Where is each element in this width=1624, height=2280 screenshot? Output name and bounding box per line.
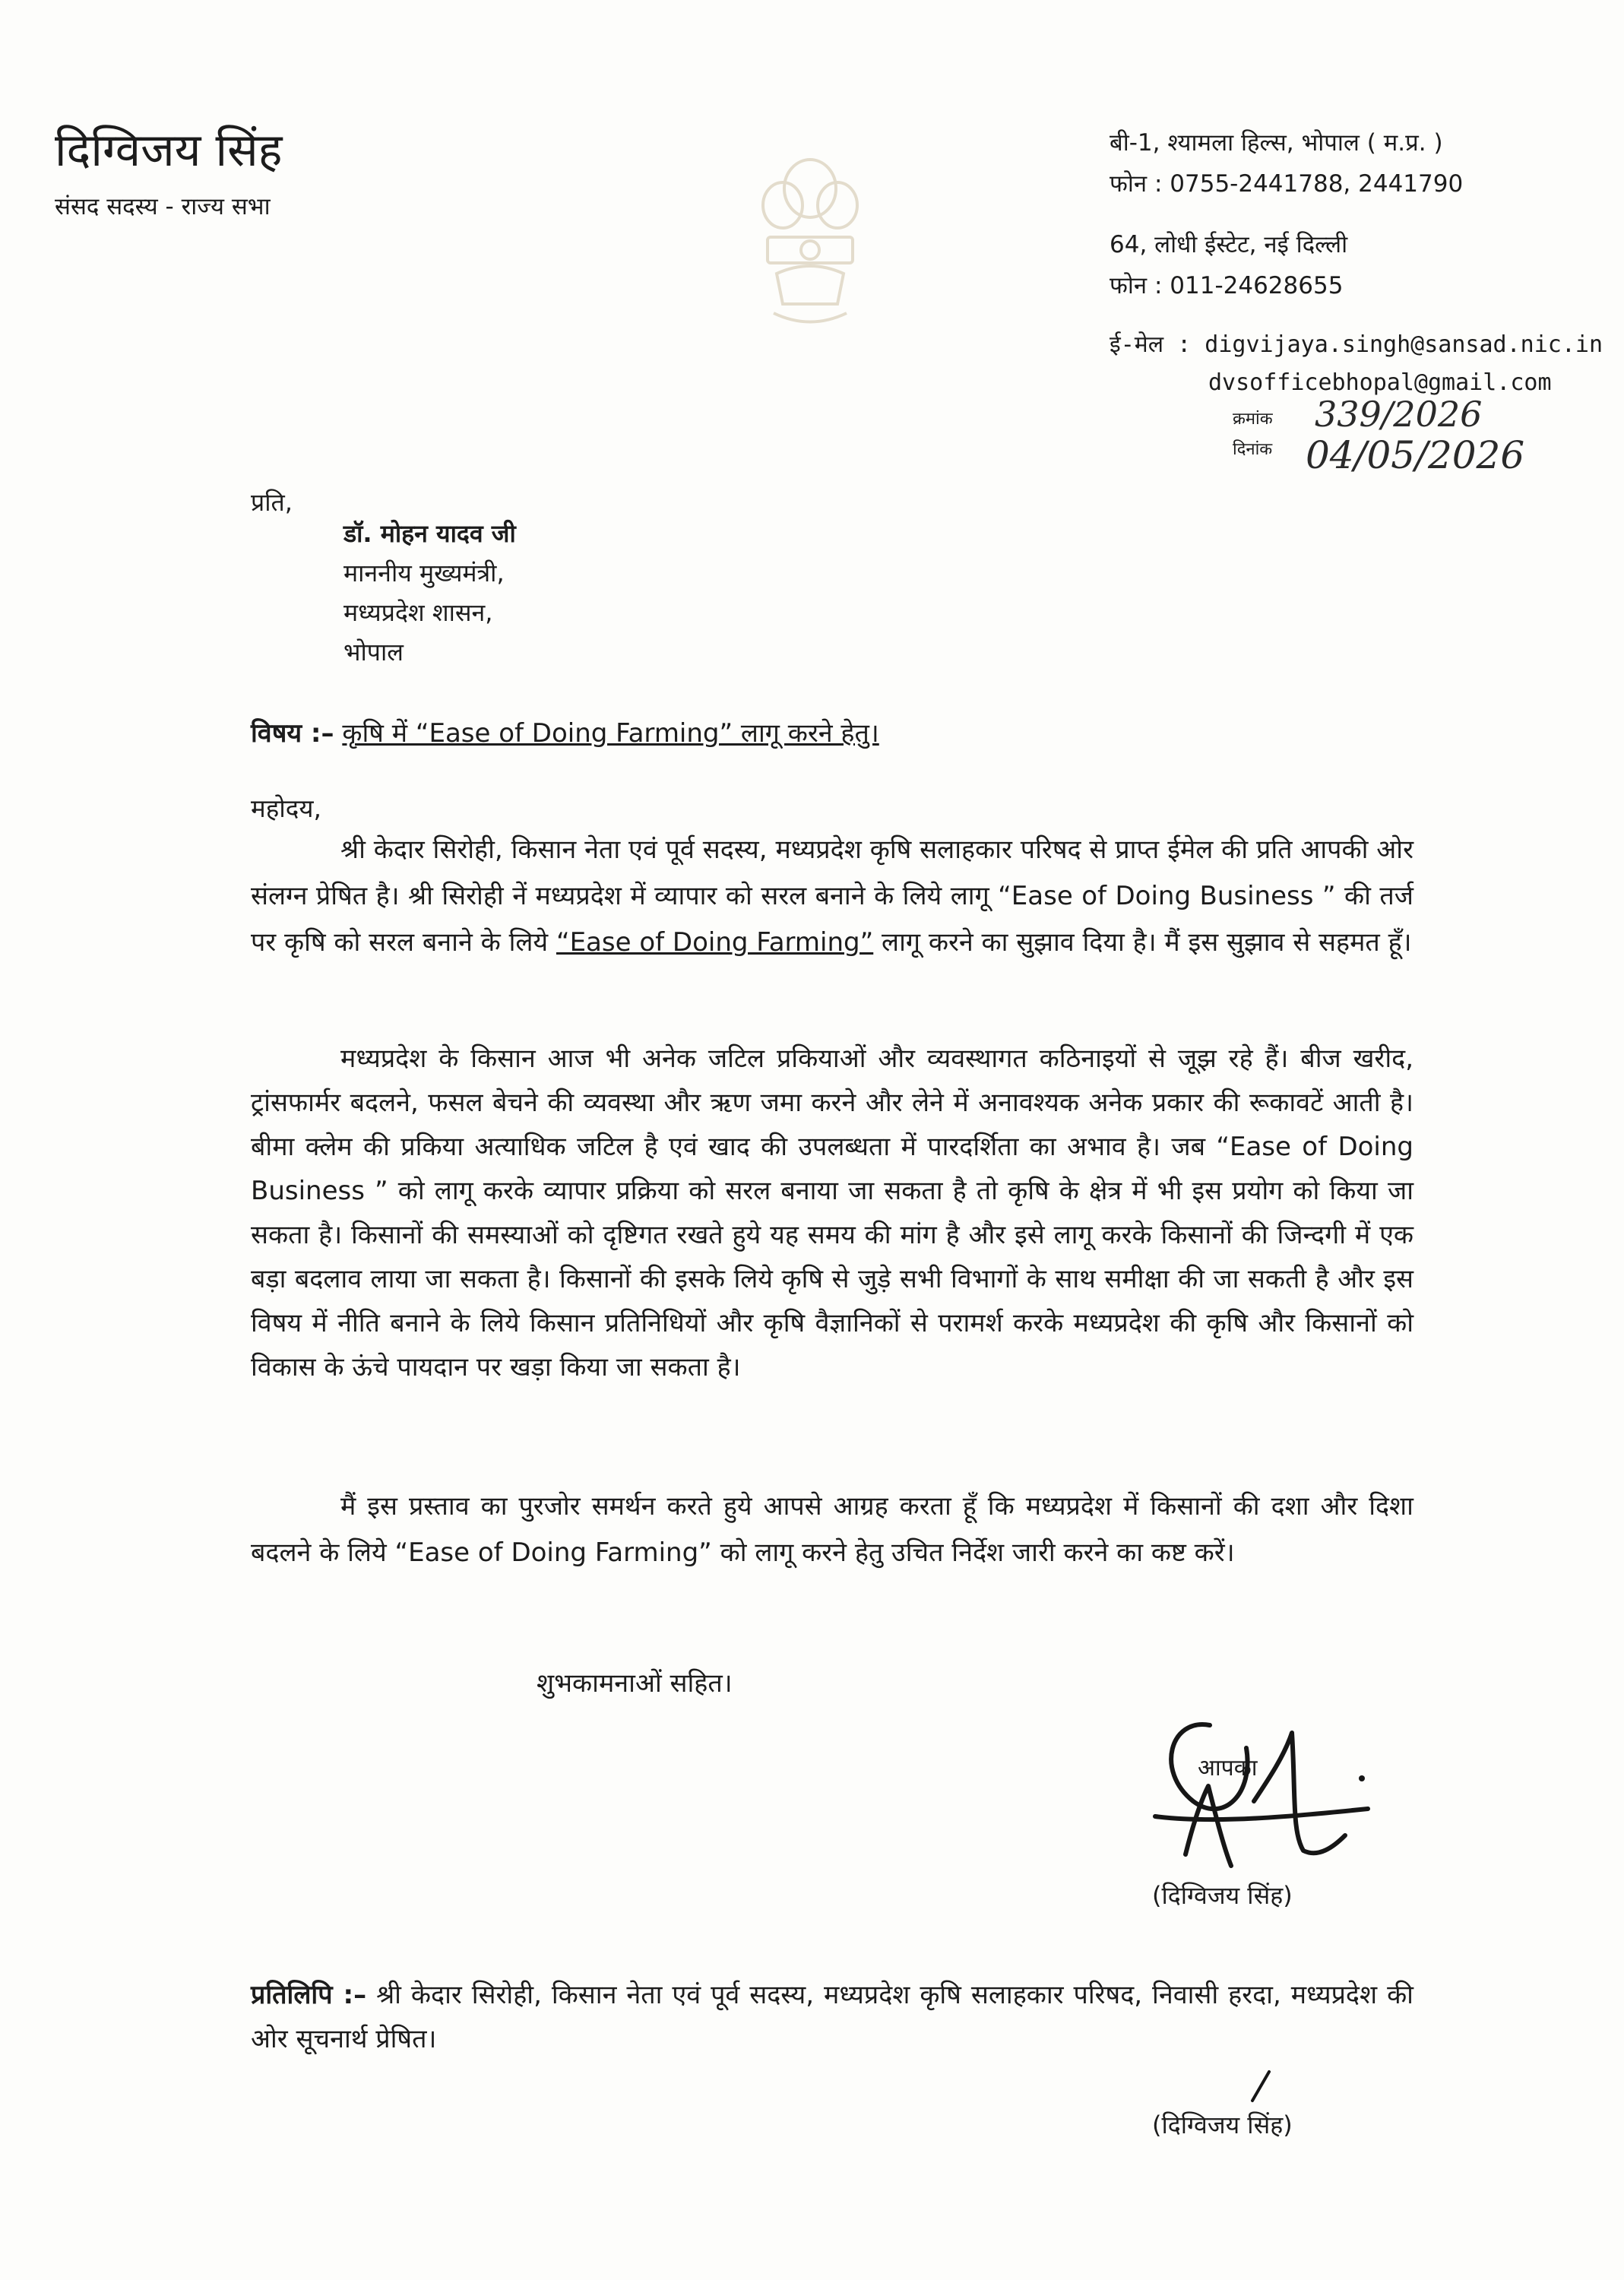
copy-signatory-name: (दिग्विजय सिंह) [1152,2111,1293,2139]
yours-label: आपका [1198,1755,1258,1781]
sender-designation: संसद सदस्य - राज्य सभा [55,193,271,220]
body-paragraph-2 [251,1037,1413,1389]
subject-text: कृषि में “Ease of Doing Farming” लागू करने हेतु। [342,718,879,749]
national-emblem-icon [746,152,874,334]
para3-text: मैं इस प्रस्ताव का पुरजोर समर्थन करते हुये आपसे आग्रह करता हूँ कि मध्यप्रदेश में किसानों की दशा और दिशा बदलने के लिये “Ease of Doing Farming” को लागू करने हेतु उचित निर्देश जारी करने का कष्ट करें। [251,1491,1413,1568]
recipient-line1: माननीय मुख्यमंत्री, [343,559,505,587]
para1-text-a: श्री केदार सिरोही, किसान नेता एवं पूर्व सदस्य, मध्यप्रदेश कृषि सलाहकार परिषद से प्राप्त ईमेल की प्रति आपकी ओर संलग्न प्रेषित है। श्री सिरोही नें मध्यप्रदेश में व्यापार को सरल बनाने के लिये लागू “Ease of Doing Business ” की तर्ज पर कृषि को सरल बनाने के लिये [251,834,1413,958]
recipient-line3: भोपाल [343,638,404,667]
date-value: 04/05/2026 [1306,433,1525,477]
ref-label: क्रमांक [1233,410,1273,429]
para2-text: मध्यप्रदेश के किसान आज भी अनेक जटिल प्रकियाओं और व्यवस्थागत कठिनाइयों से जूझ रहे हैं। बीज खरीद, ट्रांसफार्मर बदलने, फसल बेचने की व्यवस्था और ऋण जमा करने और लेने में अनावश्यक अनेक प्रकार की रूकावटें आती है। बीमा क्लेम की प्रकिया अत्याधिक जटिल है एवं खाद की उपलब्धता में पारदर्शिता का अभाव है। जब “Ease of Doing Business ” को लागू करके व्यापार प्रक्रिया को सरल बनाया जा सकता है तो कृषि के क्षेत्र में भी इस प्रयोग को किया जा सकता है। किसानों की समस्याओं को दृष्टिगत रखते हुये यह समय की मांग है और इसे लागू करके किसानों की जिन्दगी में एक बड़ा बदलाव लाया जा सकता है। किसानों की इसके लिये कृषि से जुड़े सभी विभागों के साथ समीक्षा की जा सकती है और इस विषय में नीति बनाने के लिये किसान प्रतिनिधियों और कृषि वैज्ञानिकों से परामर्श करके मध्यप्रदेश की कृषि और किसानों को विकास के ऊंचे पायदान पर खड़ा किया जा सकता है। [251,1043,1413,1382]
ref-number: 339/2026 [1315,394,1483,435]
handwritten-signature-icon [1140,1702,1391,1877]
copy-text: श्री केदार सिरोही, किसान नेता एवं पूर्व सदस्य, मध्यप्रदेश कृषि सलाहकार परिषद, निवासी हरदा, मध्यप्रदेश की ओर सूचनार्थ प्रेषित। [251,1980,1413,2054]
copy-to-paragraph [251,1973,1413,2061]
signatory-name: (दिग्विजय सिंह) [1152,1881,1293,1910]
address-bhopal: बी-1, श्यामला हिल्स, भोपाल ( म.प्र. ) [1110,129,1443,157]
address-delhi: 64, लोधी ईस्टेट, नई दिल्ली [1110,231,1348,258]
para1-underlined: “Ease of Doing Farming” [556,927,874,958]
body-paragraph-1 [251,827,1413,966]
body-paragraph-3 [251,1484,1413,1576]
to-label: प्रति, [251,488,293,517]
greeting: महोदय, [251,793,321,823]
email-primary: ई-मेल : digvijaya.singh@sansad.nic.in [1110,331,1603,358]
signature-block [1140,1702,1391,1930]
initial-mark-icon [1246,2067,1277,2105]
recipient-name: डॉ. मोहन यादव जी [343,519,516,548]
email-secondary: dvsofficebhopal@gmail.com [1208,369,1552,396]
sender-name: दिग्विजय सिंह [55,124,283,177]
subject-label: विषय :– [251,718,334,749]
subject-line [251,714,879,752]
phone-delhi: फोन : 011-24628655 [1110,272,1344,299]
copy-label: प्रतिलिपि :– [251,1980,367,2010]
closing-line: शुभकामनाओं सहित। [537,1668,733,1699]
date-label: दिनांक [1233,440,1273,459]
phone-bhopal: फोन : 0755-2441788, 2441790 [1110,170,1464,198]
recipient-line2: मध्यप्रदेश शासन, [343,598,493,627]
para1-text-b: लागू करने का सुझाव दिया है। मैं इस सुझाव से सहमत हूँ। [873,927,1412,958]
